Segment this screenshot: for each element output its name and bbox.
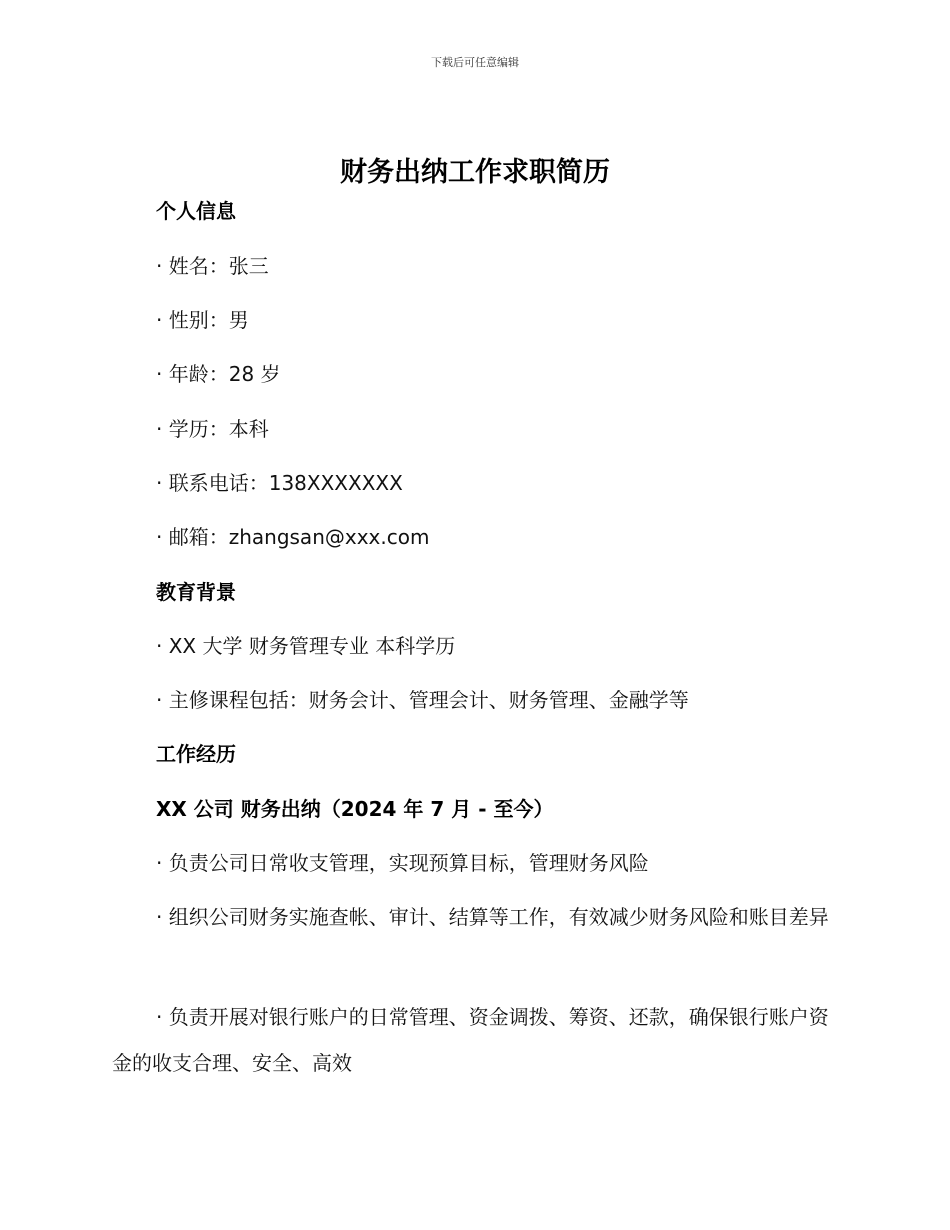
info-email: · 邮箱：zhangsan@xxx.com xyxy=(156,525,430,549)
section-heading-work: 工作经历 xyxy=(156,742,236,766)
info-name: · 姓名：张三 xyxy=(156,254,269,278)
education-courses: · 主修课程包括：财务会计、管理会计、财务管理、金融学等 xyxy=(156,688,689,712)
education-school: · XX 大学 财务管理专业 本科学历 xyxy=(156,634,456,658)
document-title: 财务出纳工作求职简历 xyxy=(340,157,610,188)
info-gender: · 性别：男 xyxy=(156,308,249,332)
work-duty: · 负责开展对银行账户的日常管理、资金调拨、筹资、还款，确保银行账户资金的收支合理、安全、高效 xyxy=(112,1005,829,1075)
header-note: 下载后可任意编辑 xyxy=(431,56,519,69)
work-duty: · 组织公司财务实施查帐、审计、结算等工作，有效减少财务风险和账目差异 xyxy=(156,905,829,929)
section-heading-personal: 个人信息 xyxy=(156,199,236,223)
work-job-title: XX 公司 财务出纳（2024 年 7 月 - 至今） xyxy=(156,797,554,821)
info-phone: · 联系电话：138XXXXXXX xyxy=(156,471,403,495)
section-heading-education: 教育背景 xyxy=(156,580,236,604)
info-degree: · 学历：本科 xyxy=(156,417,269,441)
work-duty: · 负责公司日常收支管理，实现预算目标，管理财务风险 xyxy=(156,851,649,875)
info-age: · 年龄：28 岁 xyxy=(156,362,281,386)
